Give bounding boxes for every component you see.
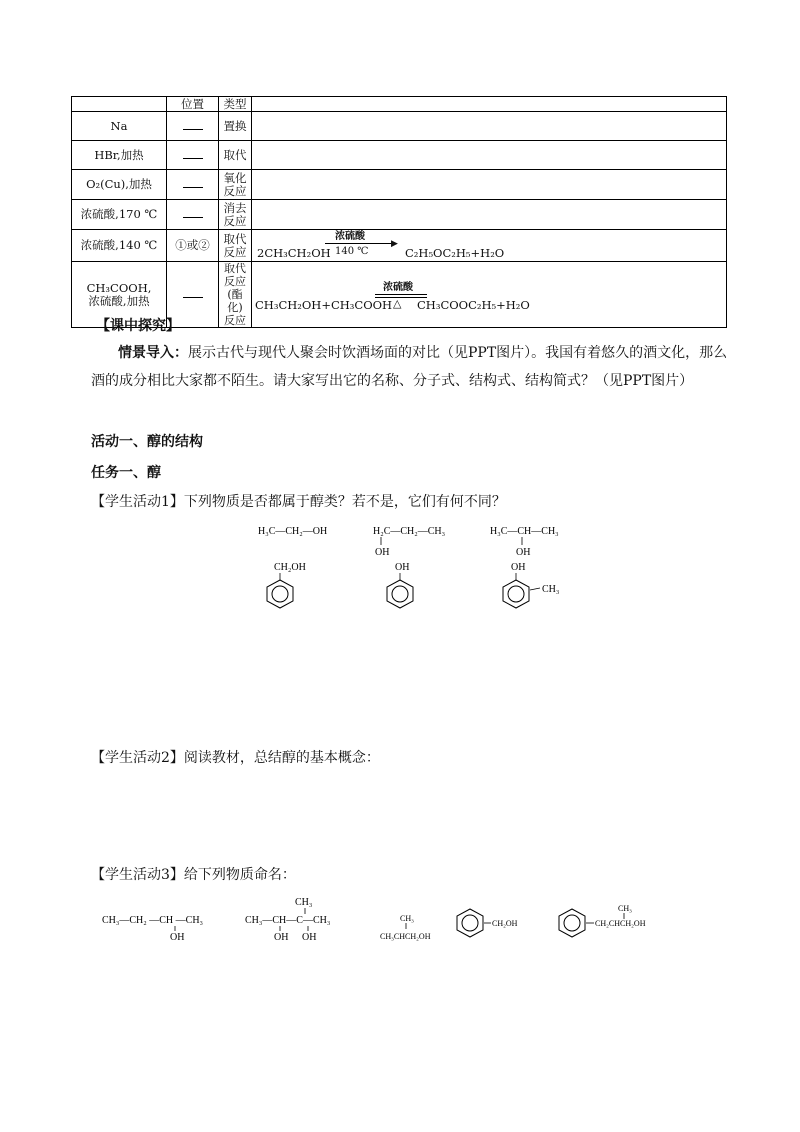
equation-cell [252, 141, 727, 170]
equation-cell [252, 262, 727, 328]
hydroxyl-label: OH [375, 547, 390, 558]
reagent-cell: O₂(Cu),加热 [72, 170, 167, 200]
benzene-ring-icon [387, 580, 413, 608]
table-row [72, 170, 727, 200]
equation-left: CH₃CH₂OH+CH₃COOH [255, 297, 393, 312]
equation-cell [252, 170, 727, 200]
benzene-ring-icon [559, 909, 585, 937]
reagent-line: CH₃COOH, [86, 280, 152, 295]
hydroxyl-label: OH [516, 547, 531, 558]
aromatic-circle-icon [392, 586, 408, 602]
activity3-structures [100, 893, 680, 953]
position-blank [167, 112, 219, 141]
reaction-arrow [325, 243, 395, 244]
propanol-formula: H₂C—CH₂—CH₃ [373, 526, 446, 537]
benzene-ring-icon [503, 580, 529, 608]
equation-catalyst: 浓硫酸 [383, 281, 413, 293]
bond-line [530, 588, 540, 590]
equation-right: C₂H₅OC₂H₅+H₂O [405, 245, 505, 260]
isobutanol-formula: CH₃CHCH₂OH [380, 932, 431, 941]
ethanol-formula: H₃C—CH₂—OH [258, 526, 328, 537]
equation-condition: △ [393, 296, 402, 310]
position-blank [167, 170, 219, 200]
intro-paragraph-2: 酒的成分相比大家都不陌生。请大家写出它的名称、分子式、结构式、结构简式？（见PPT图片） [91, 373, 694, 389]
reagent-cell: 浓硫酸,140 ℃ [72, 230, 167, 262]
reagent-cell: 浓硫酸,170 ℃ [72, 200, 167, 230]
cresol-oh-label: OH [511, 562, 526, 573]
methyl-label: CH₃ [400, 914, 414, 923]
student-activity-3: 【学生活动3】给下列物质命名： [91, 867, 296, 883]
equation-cell [252, 230, 727, 262]
section-heading: 【课中探究】 [96, 318, 180, 334]
type-cell: 置换 [219, 112, 252, 141]
benzyl-alcohol-formula: CH₂OH [492, 919, 518, 928]
arrow-head-icon: ▶ [391, 238, 398, 249]
methyl-label: CH₃ [618, 904, 632, 913]
hydroxyl-label: OH [302, 932, 317, 943]
header-cell [72, 97, 167, 112]
equilibrium-arrow-top [375, 294, 427, 295]
table-row [72, 112, 727, 141]
hydroxyl-label: OH [274, 932, 289, 943]
aromatic-circle-icon [272, 586, 288, 602]
type-line: 反应 [224, 314, 246, 327]
table-row [72, 141, 727, 170]
equation-right: CH₃COOC₂H₅+H₂O [417, 297, 530, 312]
intro-text: 展示古代与现代人聚会时饮酒场面的对比（见PPT图片）。我国有着悠久的酒文化，那么 [188, 345, 728, 361]
aromatic-circle-icon [462, 915, 478, 931]
phenol-oh-label: OH [395, 562, 410, 573]
butanol-formula: CH₃—CH₂ —CH —CH₃ [102, 915, 204, 926]
student-activity-2: 【学生活动2】阅读教材，总结醇的基本概念： [91, 750, 380, 766]
aromatic-circle-icon [508, 586, 524, 602]
position-blank [167, 200, 219, 230]
type-cell [219, 262, 252, 328]
type-cell: 取代反应 [219, 230, 252, 262]
methyl-label: CH₃ [295, 897, 313, 908]
intro-label: 情景导入： [118, 345, 188, 361]
type-line: 反应 [224, 275, 246, 288]
header-position: 位置 [167, 97, 219, 112]
intro-paragraph [118, 341, 727, 366]
table-row [72, 200, 727, 230]
phenyl-propanol-formula: CH₂CHCH₂OH [595, 919, 646, 928]
type-cell: 取代 [219, 141, 252, 170]
benzene-ring-icon [267, 580, 293, 608]
aromatic-circle-icon [564, 915, 580, 931]
equation-catalyst: 浓硫酸 [335, 230, 365, 242]
equation-cell [252, 112, 727, 141]
activity1-title: 活动一、醇的结构 [91, 434, 203, 450]
benzyl-ch2oh-label: CH₂OH [274, 562, 306, 573]
table-header-row [72, 97, 727, 112]
type-line: 取代 [224, 262, 246, 275]
equation-condition: 140 ℃ [335, 245, 369, 257]
reagent-cell: Na [72, 112, 167, 141]
benzene-ring-icon [457, 909, 483, 937]
student-activity-1: 【学生活动1】下列物质是否都属于醇类？若不是，它们有何不同？ [91, 494, 506, 510]
table-row [72, 230, 727, 262]
reagent-cell: HBr,加热 [72, 141, 167, 170]
reaction-table [71, 96, 727, 328]
type-cell: 消去反应 [219, 200, 252, 230]
cresol-ch3-label: CH₃ [542, 584, 560, 595]
position-cell: ①或② [167, 230, 219, 262]
diol-formula: CH₃—CH—C—CH₃ [245, 915, 331, 926]
type-cell: 氧化反应 [219, 170, 252, 200]
equation-left: 2CH₃CH₂OH [257, 245, 331, 260]
equation-cell [252, 200, 727, 230]
reagent-line: 浓硫酸,加热 [88, 293, 150, 308]
header-cell [252, 97, 727, 112]
type-line: (酯化) [227, 288, 243, 314]
position-blank [167, 141, 219, 170]
activity1-structures [240, 520, 580, 620]
hydroxyl-label: OH [170, 932, 185, 943]
header-type: 类型 [219, 97, 252, 112]
isopropanol-formula: H₃C—CH—CH₃ [490, 526, 559, 537]
task1-title: 任务一、醇 [91, 465, 161, 481]
